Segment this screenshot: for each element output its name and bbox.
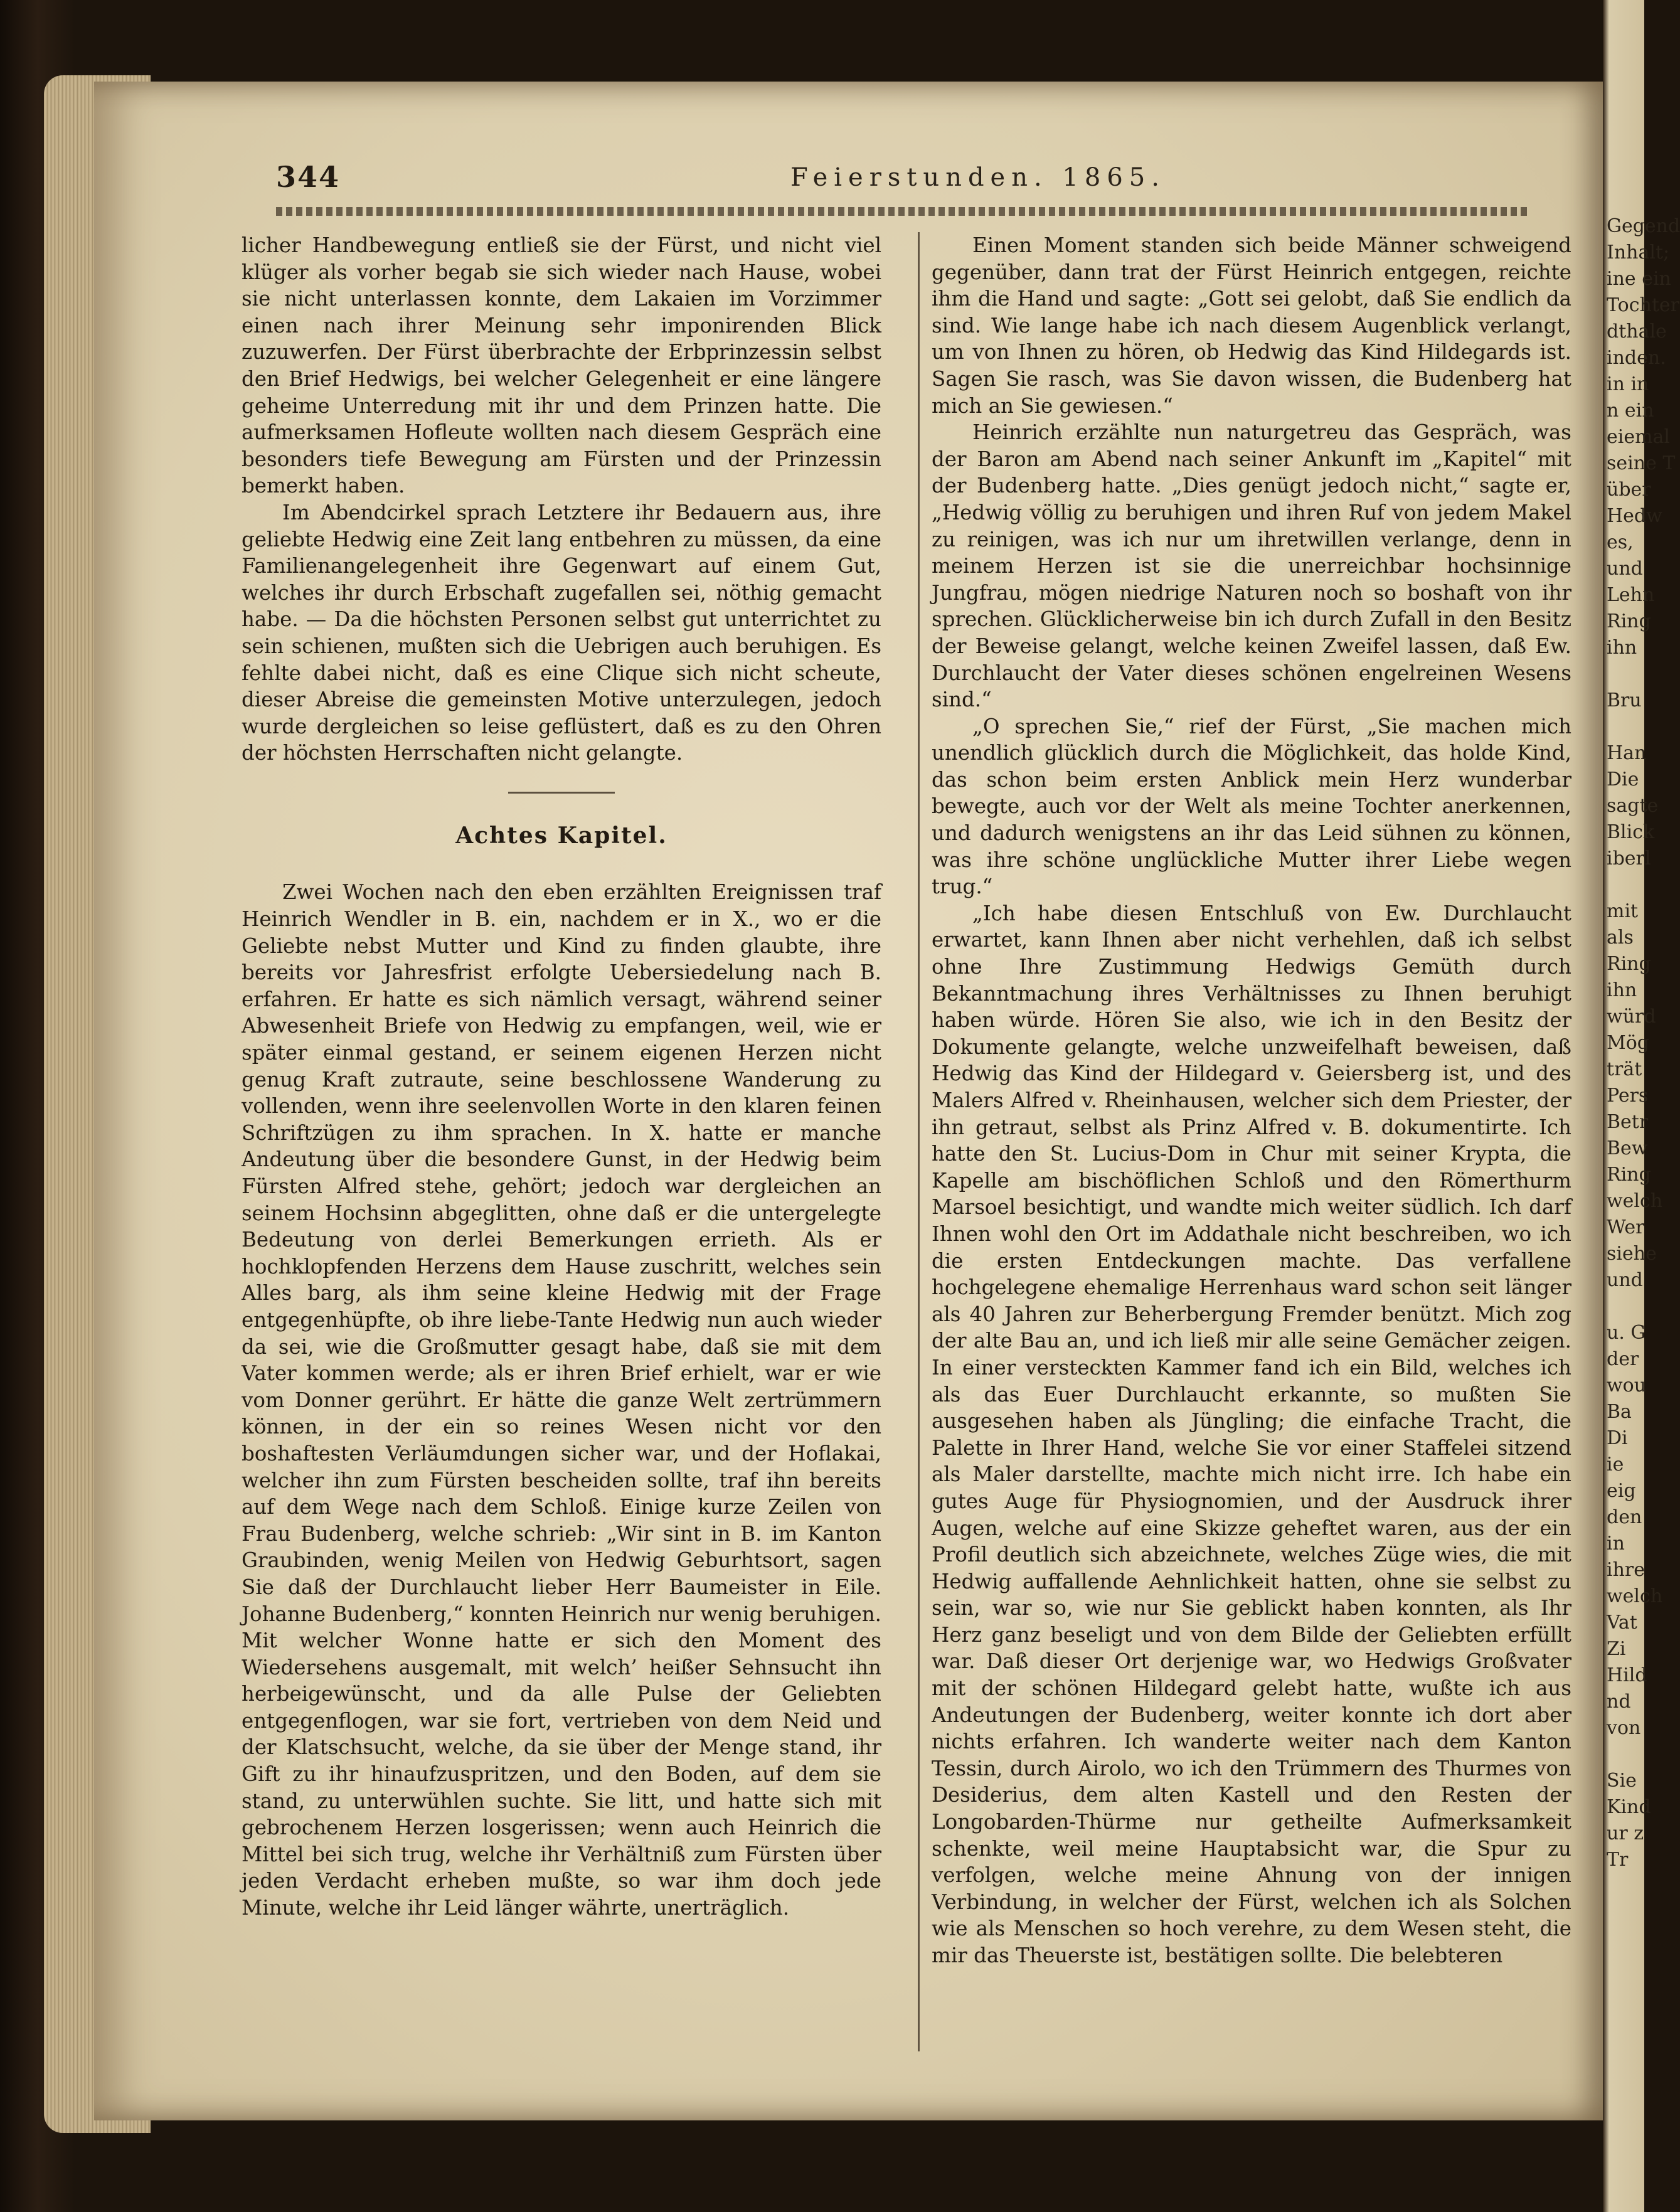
- next-page-fragment: würd: [1607, 1006, 1656, 1028]
- next-page-fragment: eig: [1607, 1480, 1636, 1502]
- column-divider: [918, 232, 920, 2051]
- next-page-fragment: Mög: [1607, 1032, 1649, 1054]
- paragraph: Heinrich erzählte nun naturgetreu das Gespräch, was der Baron am Abend nach seiner Ankunft im „Kapitel“ mit der Budenberg hatte. „Dies genügt jedoch nicht,“ sagte er, „Hedwig völlig zu beruhigen und ihren Ruf von jedem Makel zu reinigen, was ich nur um ihretwillen verlange, denn in meinem Herzen ist sie die unerreichbar hochsinnige Jungfrau, mögen niedrige Naturen noch so boshaft von ihr sprechen. Glücklicherweise bin ich durch Zufall in den Besitz der Beweise gelangt, welche keinen Zweifel lassen, daß Ew. Durchlaucht der Vater dieses schönen engelreinen Wesens sind.“: [932, 420, 1571, 712]
- paragraph: „O sprechen Sie,“ rief der Fürst, „Sie machen mich unendlich glücklich durch die Möglichkeit, das holde Kind, das schon beim ersten Anblick mein Herz wunderbar bewegte, auch vor der Welt als meine Tochter anerkennen, und dadurch wenigstens an ihr das Leid sühnen zu können, was ihre schöne unglückliche Mutter ihrer Liebe wegen trug.“: [932, 714, 1571, 899]
- next-page-fragment: wou: [1607, 1375, 1647, 1396]
- next-page-fragment: Gegend: [1607, 215, 1680, 237]
- paragraph: Im Abendcirkel sprach Letztere ihr Bedauern aus, ihre geliebte Hedwig eine Zeit lang entbehren zu müssen, da eine Familienangelegenheit ihre Gegenwart auf einem Gut, welches ihr durch Erbschaft zugefallen sei, nöthig gemacht habe. — Da die höchsten Personen selbst gut unterrichtet zu sein schienen, mußten sich die Uebrigen auch beruhigen. Es fehlte dabei nicht, daß es eine Clique sich nicht scheute, dieser Abreise die gemeinsten Motive unterzulegen, jedoch wurde dergleichen so leise geflüstert, daß es zu den Ohren der höchsten Herrschaften nicht gelangte.: [242, 500, 881, 765]
- next-page-fragment: ihre: [1607, 1559, 1645, 1581]
- next-page-fragment: dthale: [1607, 321, 1667, 343]
- next-page-fragment: ihn: [1607, 637, 1637, 659]
- next-page-fragment: in in: [1607, 373, 1649, 395]
- next-page-fragment: Hild: [1607, 1664, 1647, 1686]
- next-page-fragment: nd: [1607, 1691, 1631, 1713]
- next-page-fragment: eiemal: [1607, 426, 1671, 448]
- next-page-fragment: ihn: [1607, 979, 1637, 1001]
- chapter-title: Achtes Kapitel.: [455, 822, 667, 849]
- next-page-fragment: Vat: [1607, 1612, 1637, 1634]
- next-page-fragment: mit: [1607, 900, 1639, 922]
- next-page-fragment: ine ein: [1607, 268, 1671, 290]
- next-page-fragment: über: [1607, 479, 1651, 501]
- right-column: [932, 232, 1571, 1969]
- next-page-fragment: n ein: [1607, 400, 1654, 422]
- next-page-fragment: iberl: [1607, 848, 1651, 869]
- page-number: 344: [276, 160, 341, 194]
- next-page-fragment: Ring: [1607, 953, 1651, 975]
- next-page-fragment: Di: [1607, 1427, 1628, 1449]
- next-page-fragment: Blick: [1607, 821, 1655, 843]
- next-page-edge: [1603, 0, 1680, 2212]
- paragraph: „Ich habe diesen Entschluß von Ew. Durchlaucht erwartet, kann Ihnen aber nicht verhehlen, daß ich selbst ohne Ihre Zustimmung Hedwigs Gemüth durch Bekanntmachung ihres Verhältnisses zu Ihnen beruhigt haben würde. Hören Sie also, wie ich in den Besitz der Dokumente gelangte, welche unzweifelhaft beweisen, daß Hedwig das Kind der Hildegard v. Geiersberg ist, und des Malers Alfred v. Rheinhausen, welcher sich dem Priester, der ihn getraut, selbst als Prinz Alfred v. B. dokumentirte. Ich hatte den St. Lucius-Dom in Chur mit seiner Krypta, die Kapelle am bischöflichen Schloß und den Römerthurm Marsoel besichtigt, und wandte mich weiter südlich. Ich darf Ihnen wohl den Ort im Addathale nicht beschreiben, wo ich die ersten Entdeckungen machte. Das verfallene hochgelegene ehemalige Herrenhaus ward schon seit länger als 40 Jahren zur Beherbergung Fremder benützt. Mich zog der alte Bau an, und ich ließ mir alle seine Gemächer zeigen. In einer versteckten Kammer fand ich ein Bild, welches ich als das Euer Durchlaucht erkannte, so mußten Sie ausgesehen haben als Jüngling; die einfache Tracht, die Palette in Ihrer Hand, welche Sie vor einer Staffelei sitzend als Maler darstellte, machte mich nicht irre. Ich habe ein gutes Auge für Physiognomien, und der Ausdruck ihrer Augen, welche auf eine Skizze geheftet waren, aus der ein Profil deutlich sich abzeichnete, welches Züge wies, die mit Hedwig auffallende Aehnlichkeit hatten, ohne sie selbst zu sein, war so, wie nur Sie geblickt haben konnten, als Ihr Herz ganz beseligt und von dem Bilde der Geliebten erfüllt war. Daß dieser Ort derjenige war, wo Hedwigs Großvater mit der schönen Hildegard gelebt hatte, wußte ich aus Andeutungen der Budenberg, weiter konnte ich dort aber nichts erfahren. Ich wanderte weiter nach dem Kanton Tessin, durch Airolo, wo ich den Trümmern des Thurmes von Desiderius, dem alten Kastell und den Resten der Longobarden-Thürme nur getheilte Aufmerksamkeit schenkte, weil meine Hauptabsicht war, die Spur zu verfolgen, welche meine Ahnung von der innigen Verbindung, in welcher der Fürst, welchen ich als Solchen wie als Menschen so hoch verehre, zu dem Wesen steht, die mir das Theuerste ist, bestätigen sollte. Die belebteren: [932, 901, 1571, 1967]
- next-page-fragment: Sie: [1607, 1770, 1637, 1792]
- next-page-fragment: [1603, 714, 1644, 740]
- next-page-fragment: und: [1607, 558, 1643, 580]
- next-page-fragment: den: [1607, 1506, 1642, 1528]
- next-page-fragment: Lehn: [1607, 584, 1655, 606]
- next-page-fragment: Ring: [1607, 610, 1651, 632]
- next-page-fragment: u. G: [1607, 1322, 1646, 1344]
- next-page-fragment: Bru: [1607, 689, 1642, 711]
- next-page-fragment: der: [1607, 1348, 1639, 1370]
- next-page-fragment: Betr: [1607, 1111, 1649, 1133]
- next-page-fragment: und: [1607, 1269, 1643, 1291]
- running-title: Feierstunden. 1865.: [790, 163, 1166, 192]
- header-rule: [276, 207, 1531, 216]
- page-header: [276, 160, 1518, 198]
- next-page-fragment: inden.: [1607, 347, 1666, 369]
- next-page-fragment: Die: [1607, 768, 1639, 790]
- next-page-fragment: siehe: [1607, 1243, 1657, 1265]
- next-page-fragment: als: [1607, 927, 1634, 949]
- next-page-fragment: Han: [1607, 742, 1647, 764]
- next-page-fragment: von: [1607, 1717, 1641, 1739]
- next-page-fragment: [1603, 1294, 1644, 1320]
- paragraph: Einen Moment standen sich beide Männer schweigend gegenüber, dann trat der Fürst Heinrich entgegen, reichte ihm die Hand und sagte: „Gott sei gelobt, daß Sie endlich da sind. Wie lange habe ich nach diesem Augenblick verlangt, um von Ihnen zu hören, ob Hedwig das Kind Hildegards ist. Sagen Sie rasch, was Sie davon wissen, die Budenberg hat mich an Sie gewiesen.“: [932, 233, 1571, 418]
- next-page-fragment: Hedw: [1607, 505, 1662, 527]
- next-page-fragment: Ba: [1607, 1401, 1632, 1423]
- next-page-fragment: welch: [1607, 1190, 1663, 1212]
- next-page-fragment: [1603, 661, 1644, 688]
- next-page-fragment: seine T: [1607, 452, 1676, 474]
- next-page-fragment: [1603, 872, 1644, 898]
- next-page-fragment: ie: [1607, 1454, 1624, 1476]
- next-page-fragment: in: [1607, 1533, 1625, 1555]
- paragraph: licher Handbewegung entließ sie der Fürst, und nicht viel klüger als vorher begab sie sich wieder nach Hause, wobei sie nicht unterlassen konnte, dem Lakaien im Vorzimmer einen nach ihrer Meinung sehr imponirenden Blick zuzuwerfen. Der Fürst überbrachte der Erbprinzessin selbst den Brief Hedwigs, bei welcher Gelegenheit er eine längere geheime Unterredung mit ihr und dem Prinzen hatte. Die aufmerksamen Hofleute wollten nach diesem Gespräch eine besonders tiefe Bewegung am Fürsten und der Prinzessin bemerkt haben.: [242, 233, 881, 498]
- next-page-fragment: Kind: [1607, 1796, 1651, 1818]
- next-page-fragment: ur z: [1607, 1822, 1644, 1844]
- left-column: [242, 232, 881, 1922]
- next-page-fragment: Inhalt;: [1607, 242, 1670, 263]
- next-page-fragment: welch: [1607, 1585, 1663, 1607]
- next-page-fragment: trät: [1607, 1058, 1642, 1080]
- paragraph: Zwei Wochen nach den eben erzählten Ereignissen traf Heinrich Wendler in B. ein, nachdem er in X., wo er die Geliebte nebst Mutter und Kind zu finden glaubte, ihre bereits vor Jahresfrist erfolgte Uebersiedelung nach B. erfahren. Er hatte es sich nämlich versagt, während seiner Abwesenheit Briefe von Hedwig zu empfangen, weil, wie er später einmal gestand, er seinem eigenen Herzen nicht genug Kraft zutraute, seine beschlossene Wanderung zu vollenden, wenn ihre seelenvollen Worte in den klaren feinen Schriftzügen zu ihm sprachen. In X. hatte er manche Andeutung über die besondere Gunst, in der Hedwig beim Fürsten Alfred stehe, gehört; jedoch war dergleichen an seinem Hochsinn abgeglitten, ohne daß er die untergelegte Bedeutung von derlei Bemerkungen errieth. Als er hochklopfenden Herzens dem Hause zuschritt, welches sein Alles barg, als ihm seine kleine Hedwig mit der Frage entgegenhüpfte, ob ihre liebe-Tante Hedwig nun auch wieder da sei, wie die Großmutter gesagt habe, daß sie mit dem Vater kommen werde; als er ihren Brief erhielt, war er wie vom Donner gerührt. Er hätte die ganze Welt zertrümmern können, in der ein so reines Wesen nicht vor den boshaftesten Verläumdungen sicher war, und der Hoflakai, welcher ihn zum Fürsten bescheiden sollte, traf ihn bereits auf dem Wege nach dem Schloß. Einige kurze Zeilen von Frau Budenberg, welche schrieb: „Wir sint in B. im Kanton Graubinden, wenig Meilen von Hedwig Geburhtsort, sagen Sie daß der Durchlaucht lieber Herr Baumeister in Eile. Johanne Budenberg,“ konnten Heinrich nur wenig beruhigen. Mit welcher Wonne hatte er sich den Moment des Wiedersehens ausgemalt, mit welch’ heißer Sehnsucht ihn herbeigewünscht, und da alle Pulse der Geliebten entgegenflogen, war sie fort, vertrieben von dem Neid und der Klatschsucht, welche, da sie über der Menge stand, ihr Gift zu ihr hinaufzuspritzen, und den Boden, auf dem sie stand, zu unterwühlen suchte. Sie litt, und hatte sich mit gebrochenem Herzen losgerissen; wenn auch Heinrich die Mittel bei sich trug, welche ihr Verhältniß zum Fürsten über jeden Verdacht erheben mußte, so war ihm doch jede Minute, welche ihr Leid länger währte, unerträglich.: [242, 880, 881, 1920]
- next-page-fragment: es,: [1607, 531, 1634, 553]
- next-page-fragment: Zi: [1607, 1638, 1626, 1660]
- next-page-fragment: Pers: [1607, 1085, 1649, 1107]
- section-divider: [508, 792, 615, 794]
- next-page-fragment: [1603, 1741, 1644, 1768]
- next-page-fragment: sagte: [1607, 795, 1659, 817]
- next-page-fragment: Tr: [1607, 1849, 1629, 1871]
- next-page-fragment: Ring: [1607, 1164, 1651, 1186]
- next-page-fragment: Bew: [1607, 1137, 1648, 1159]
- next-page-fragment: Tochter: [1607, 294, 1680, 316]
- next-page-fragment: Wer: [1607, 1216, 1645, 1238]
